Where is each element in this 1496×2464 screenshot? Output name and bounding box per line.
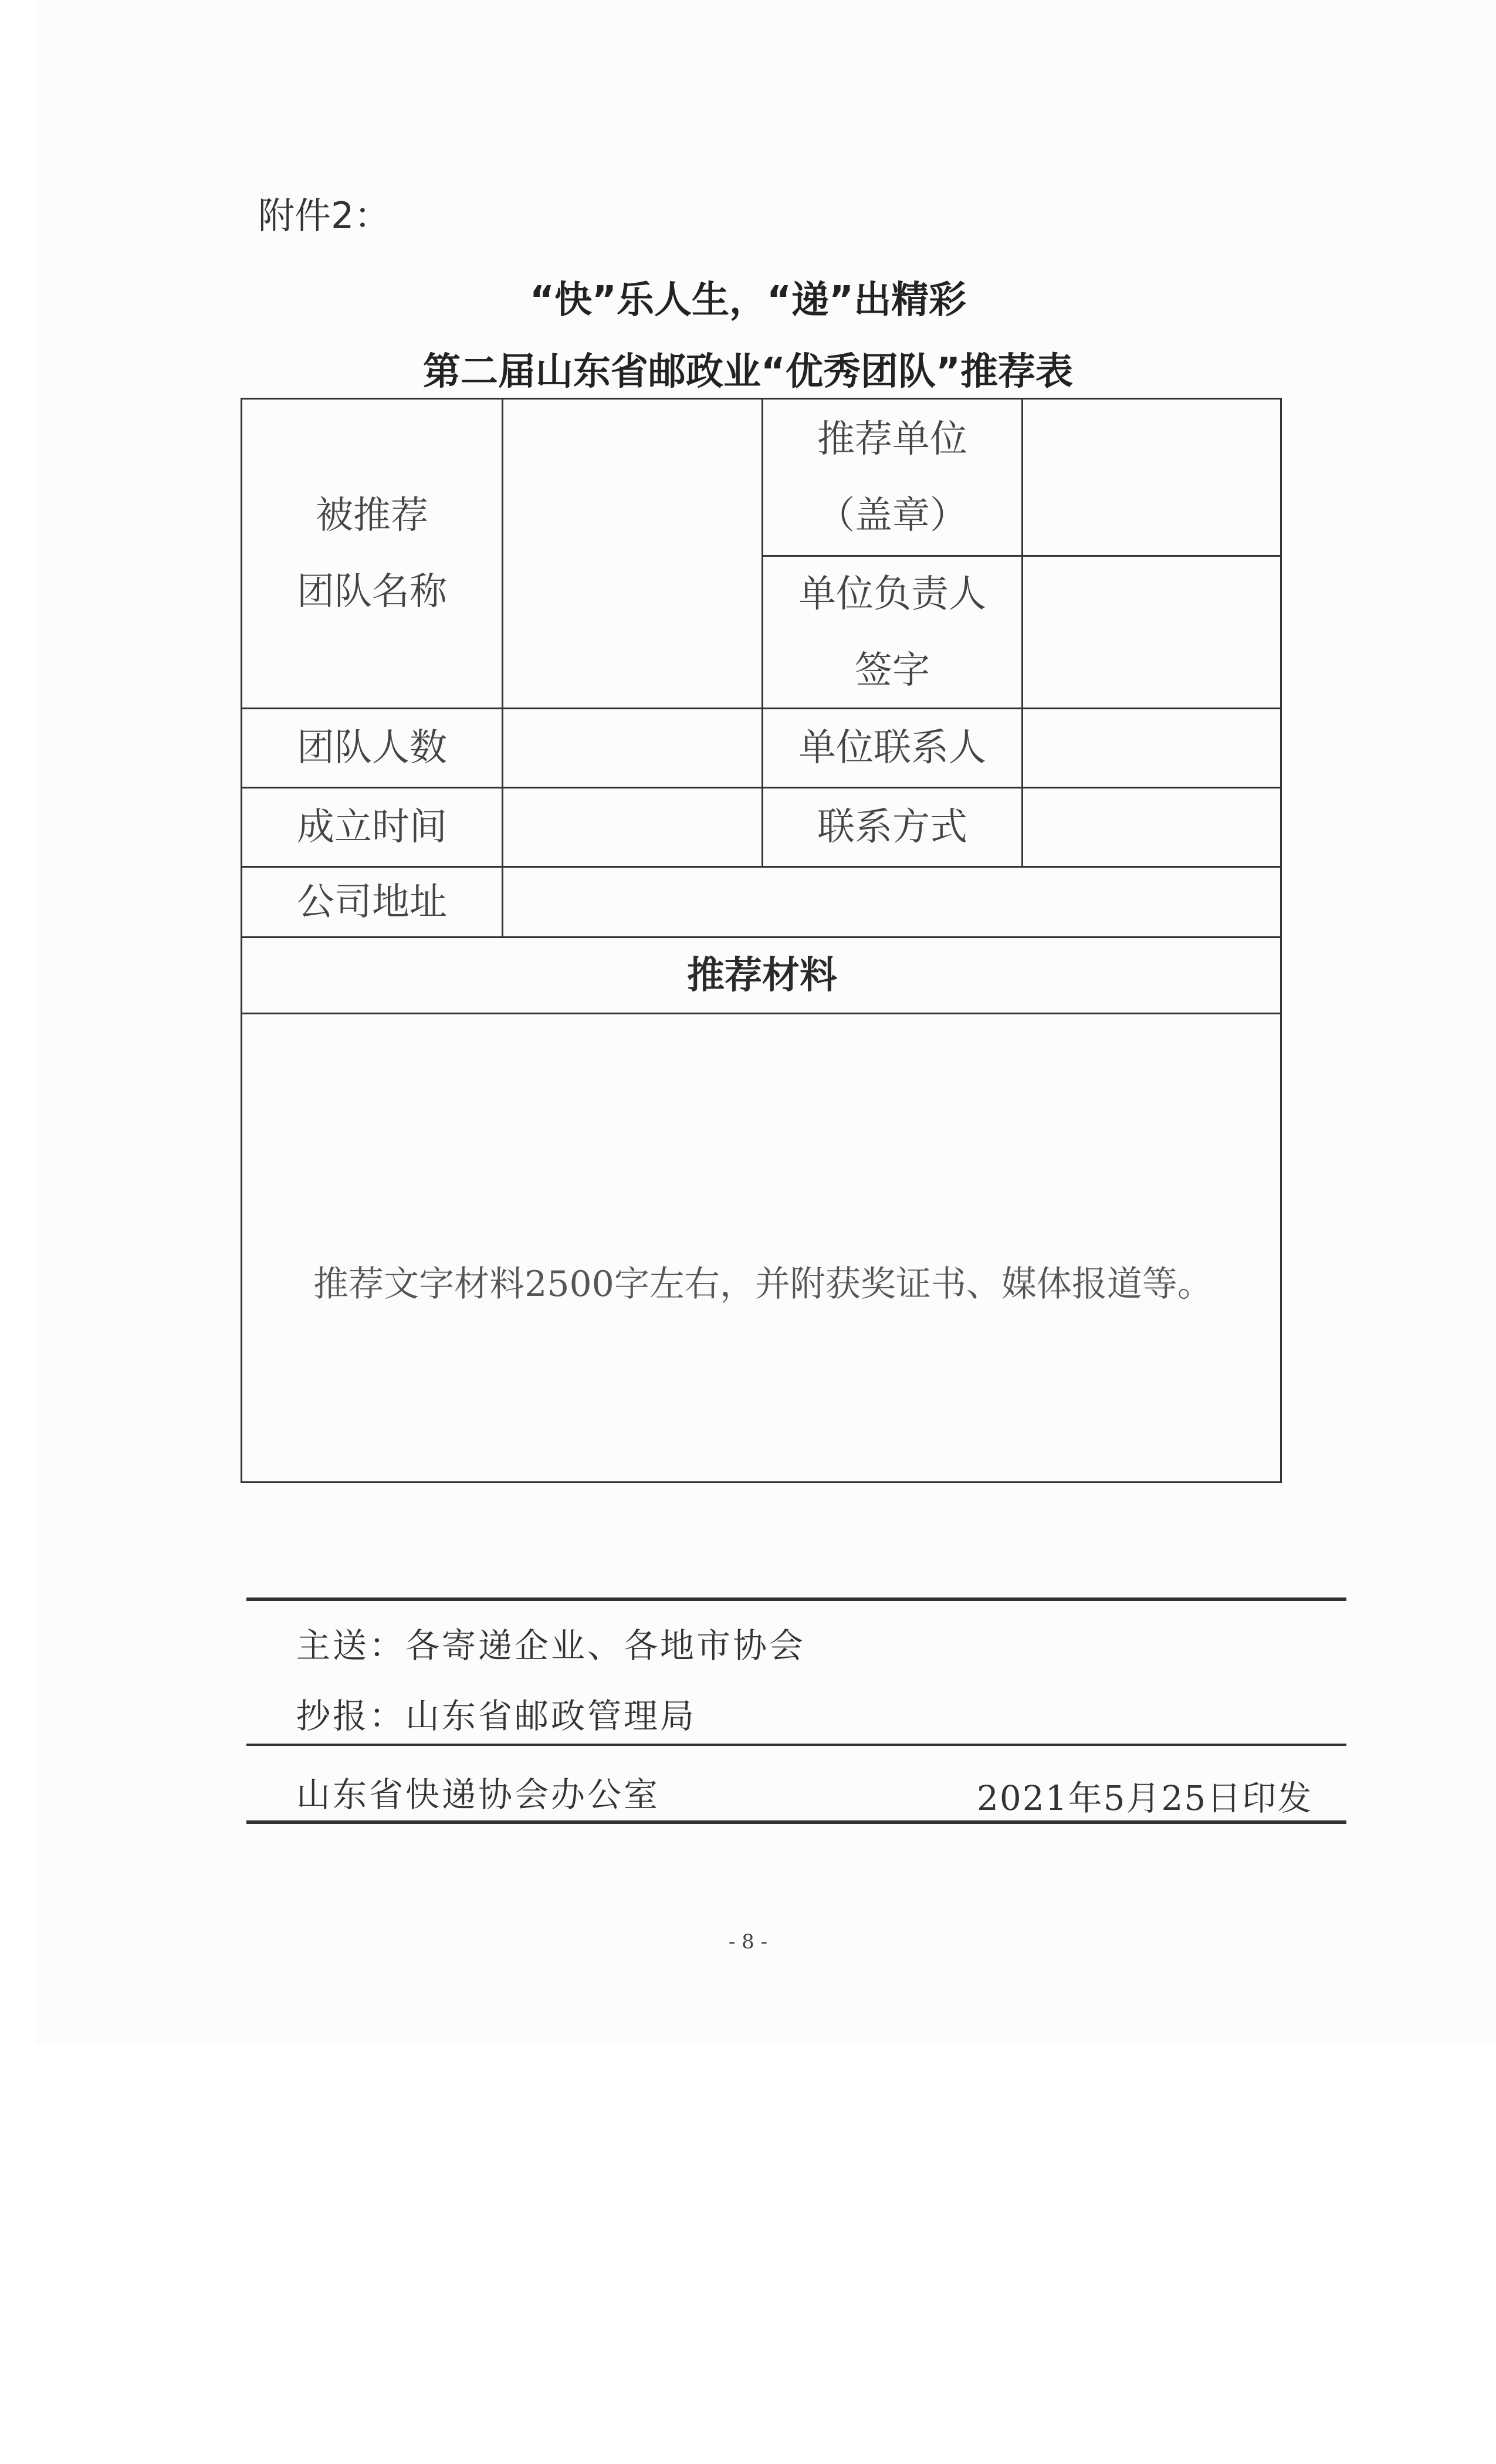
materials-heading: 推荐材料	[687, 953, 837, 997]
unit-leader-label	[763, 557, 1021, 708]
issuing-office: 山东省快递协会办公室	[296, 1775, 661, 1815]
recommendation-form-table	[241, 398, 1282, 1483]
contact-method-label: 联系方式	[817, 805, 967, 849]
founded-label: 成立时间	[297, 805, 447, 849]
team-name-field[interactable]	[503, 400, 761, 708]
team-name-label-line1: 被推荐	[316, 493, 428, 537]
materials-field[interactable]	[242, 1014, 1282, 1481]
form-title: 第二届山东省邮政业“优秀团队”推荐表	[422, 350, 1074, 394]
contact-method-field[interactable]	[1023, 788, 1282, 866]
team-name-label	[242, 400, 502, 708]
unit-contact-label: 单位联系人	[798, 726, 986, 770]
main-recipients: 主送：各寄递企业、各地市协会	[296, 1626, 806, 1666]
footer-rule-middle	[246, 1744, 1346, 1746]
recommending-unit-label-line1: 推荐单位	[817, 417, 967, 461]
attachment-label: 附件2：	[258, 194, 391, 237]
team-size-field[interactable]	[503, 709, 761, 787]
recommending-unit-field[interactable]	[1023, 400, 1282, 555]
issue-date: 2021年5月25日印发	[977, 1778, 1313, 1818]
cc-recipients: 抄报：山东省邮政管理局	[296, 1696, 697, 1736]
unit-leader-label-line1: 单位负责人	[798, 572, 986, 616]
recommending-unit-label-line2: （盖章）	[817, 493, 967, 537]
materials-note: 推荐文字材料2500字左右，并附获奖证书、媒体报道等。	[313, 1264, 1213, 1305]
founded-field[interactable]	[503, 788, 761, 866]
address-field[interactable]	[503, 868, 1282, 936]
team-size-label: 团队人数	[297, 726, 447, 770]
unit-contact-field[interactable]	[1023, 709, 1282, 787]
address-label: 公司地址	[297, 880, 447, 924]
unit-leader-signature-field[interactable]	[1023, 557, 1282, 708]
footer-rule-top	[246, 1597, 1346, 1601]
footer-rule-bottom	[246, 1820, 1346, 1824]
page-number: - 8 -	[728, 1930, 768, 1954]
team-name-label-line2: 团队名称	[297, 570, 447, 614]
form-title-slogan: “快”乐人生，“递”出精彩	[529, 279, 967, 322]
unit-leader-label-line2: 签字	[855, 648, 930, 692]
recommending-unit-label	[763, 400, 1021, 555]
